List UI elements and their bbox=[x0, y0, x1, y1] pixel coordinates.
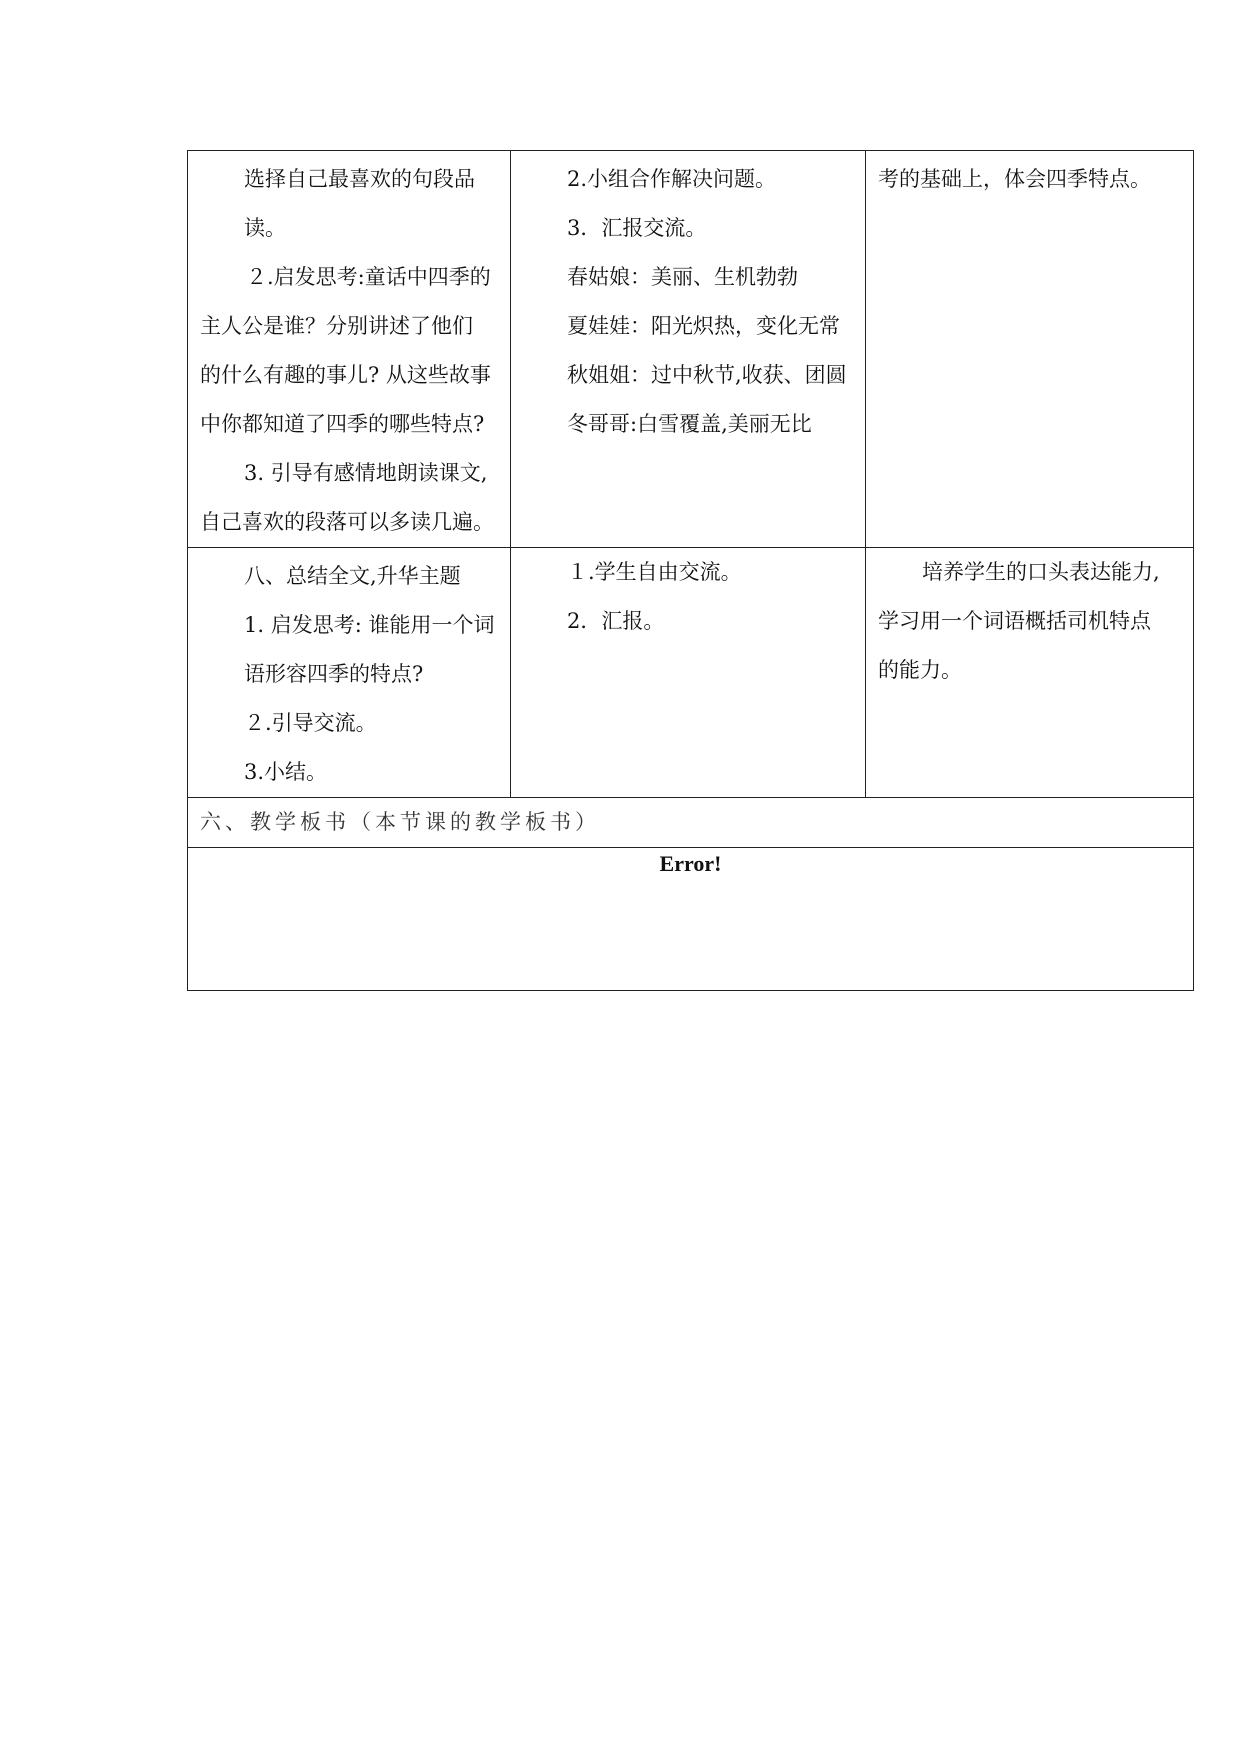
text-line: 2.小组合作解决问题。 bbox=[567, 167, 777, 191]
text-line: 夏娃娃：阳光炽热，变化无常 bbox=[567, 314, 840, 338]
text-line: 中你都知道了四季的哪些特点? bbox=[200, 412, 485, 436]
student-activity-cell bbox=[511, 151, 866, 548]
section-header-cell bbox=[188, 798, 1194, 848]
teacher-activity-cell bbox=[188, 151, 511, 548]
board-content-cell bbox=[188, 848, 1194, 991]
text-line: 2．汇报。 bbox=[567, 609, 665, 633]
text-line: 秋姐姐：过中秋节,收获、团圆 bbox=[567, 363, 847, 387]
text-line: 冬哥哥:白雪覆盖,美丽无比 bbox=[567, 412, 812, 436]
text-line: 的能力。 bbox=[878, 658, 962, 682]
table-row bbox=[188, 548, 1194, 798]
text-line: 主人公是谁？分别讲述了他们 bbox=[200, 314, 473, 338]
text-line: ２.启发思考:童话中四季的 bbox=[246, 265, 491, 289]
lesson-plan-table bbox=[187, 150, 1194, 991]
text-line: 的什么有趣的事儿? 从这些故事 bbox=[200, 363, 491, 387]
text-line: 八、总结全文,升华主题 bbox=[244, 564, 461, 588]
text-line: １.学生自由交流。 bbox=[567, 560, 742, 584]
text-line: 考的基础上，体会四季特点。 bbox=[878, 167, 1151, 191]
text-line: 3.小结。 bbox=[244, 760, 328, 784]
table-row bbox=[188, 848, 1194, 991]
text-line: 培养学生的口头表达能力, bbox=[922, 560, 1160, 584]
text-line: 读。 bbox=[244, 216, 286, 240]
section-header: 六、教学板书（本节课的教学板书） bbox=[200, 810, 600, 834]
design-intent-cell bbox=[866, 151, 1194, 548]
text-line: 春姑娘：美丽、生机勃勃 bbox=[567, 265, 798, 289]
text-line: 语形容四季的特点? bbox=[244, 662, 424, 686]
student-activity-cell bbox=[511, 548, 866, 798]
text-line: 3．汇报交流。 bbox=[567, 216, 707, 240]
board-content: Error! bbox=[659, 851, 722, 876]
teacher-activity-cell bbox=[188, 548, 511, 798]
text-line: 1. 启发思考: 谁能用一个词 bbox=[244, 613, 495, 637]
text-line: 3. 引导有感情地朗读课文, bbox=[244, 461, 488, 485]
table-row bbox=[188, 151, 1194, 548]
table-row bbox=[188, 798, 1194, 848]
text-line: 选择自己最喜欢的句段品 bbox=[244, 167, 475, 191]
text-line: 学习用一个词语概括司机特点 bbox=[878, 609, 1151, 633]
design-intent-cell bbox=[866, 548, 1194, 798]
text-line: ２.引导交流。 bbox=[244, 711, 377, 735]
text-line: 自己喜欢的段落可以多读几遍。 bbox=[200, 510, 494, 534]
